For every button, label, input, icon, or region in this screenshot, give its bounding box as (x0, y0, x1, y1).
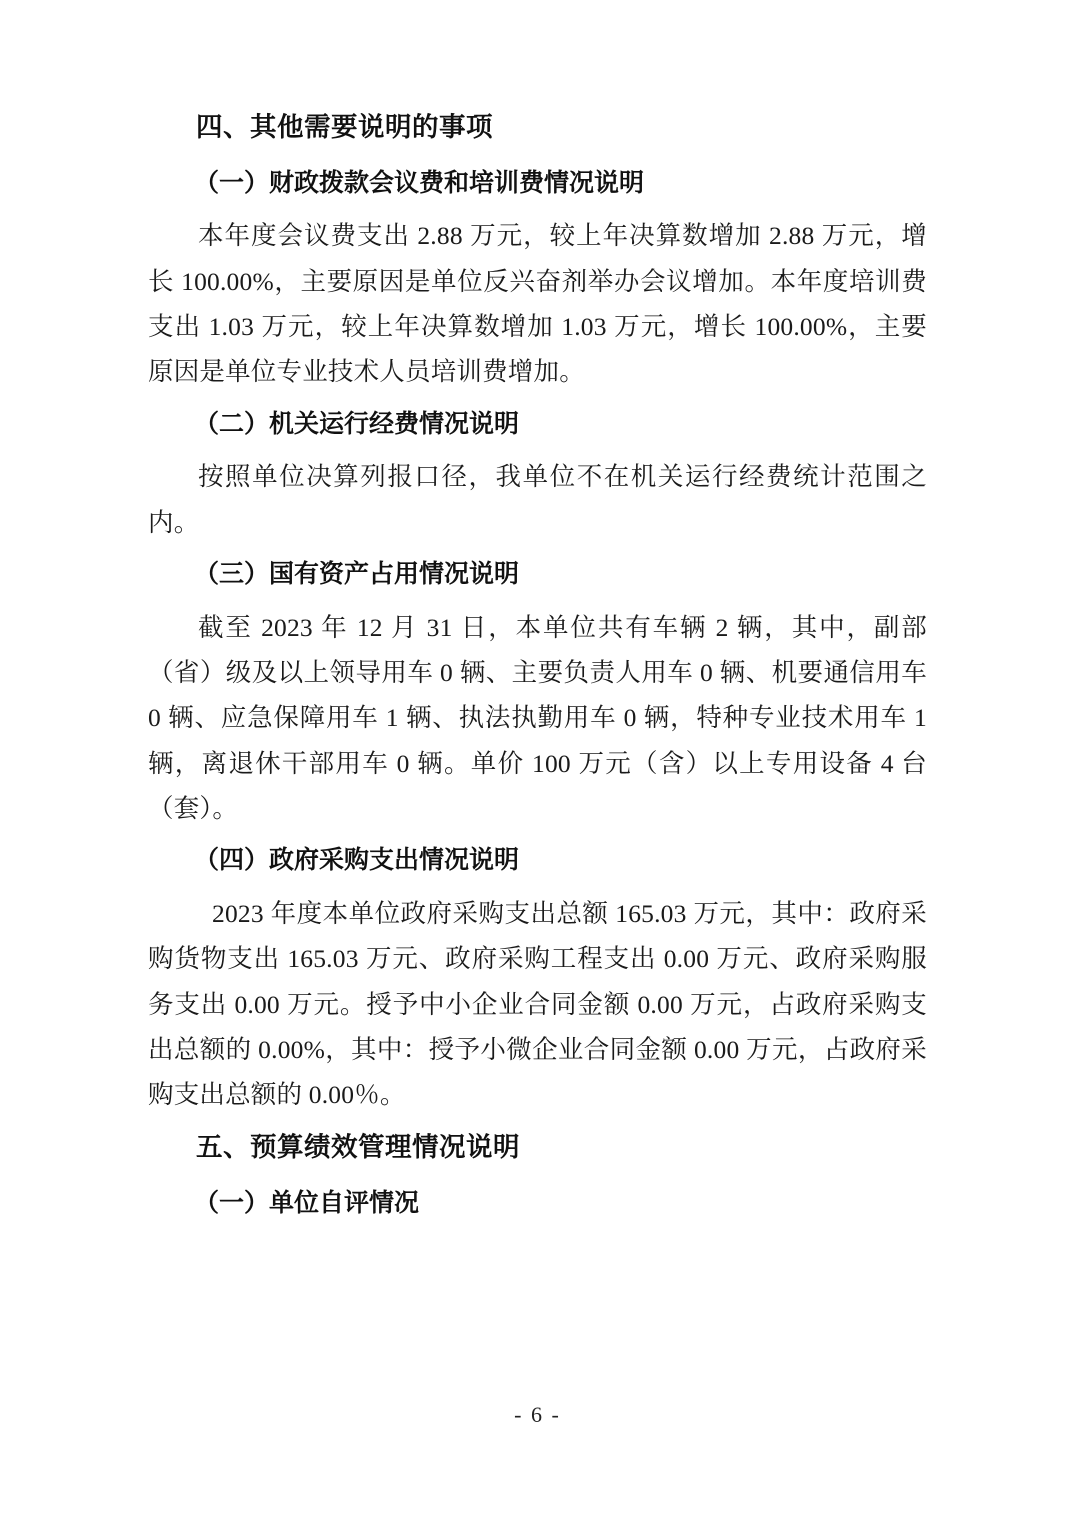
section-four (148, 108, 927, 1118)
page-number: - 6 - (514, 1402, 561, 1427)
section-heading-five: 五、预算绩效管理情况说明 (196, 1131, 520, 1163)
sub-heading-five-one: （一）单位自评情况 (194, 1187, 420, 1217)
paragraph-government-procurement: 2023 年度本单位政府采购支出总额 165.03 万元，其中：政府采购货物支出 165.03 万元、政府采购工程支出 0.00 万元、政府采购服务支出 0.00 万元。授予中小企业合同金额 0.00 万元，占政府采购支出总额的 0.00%，其中：授予小微企业合同金额 0.00 万元，占政府采购支出总额的 0.00％。 (148, 898, 927, 1110)
sub-heading-four: （四）政府采购支出情况说明 (194, 845, 520, 875)
sub-heading-one: （一）财政拨款会议费和培训费情况说明 (194, 167, 645, 197)
paragraph-state-assets: 截至 2023 年 12 月 31 日，本单位共有车辆 2 辆，其中，副部（省）级及以上领导用车 0 辆、主要负责人用车 0 辆、机要通信用车 0 辆、应急保障用车 1 辆、执法执勤用车 0 辆，特种专业技术用车 1 辆，离退休干部用车 0 辆。单价 100 万元（含）以上专用设备 4 台（套）。 (148, 612, 927, 823)
sub-heading-three: （三）国有资产占用情况说明 (194, 559, 520, 588)
section-heading-four: 四、其他需要说明的事项 (196, 112, 493, 143)
document-body (148, 108, 927, 1221)
paragraph-operating-expenses: 按照单位决算列报口径，我单位不在机关运行经费统计范围之内。 (148, 462, 927, 537)
section-five (148, 1128, 927, 1221)
paragraph-meeting-training-fees: 本年度会议费支出 2.88 万元，较上年决算数增加 2.88 万元，增长 100.00%，主要原因是单位反兴奋剂举办会议增加。本年度培训费支出 1.03 万元，较上年决算数增加 1.03 万元，增长 100.00%，主要原因是单位专业技术人员培训费增加。 (148, 221, 927, 387)
sub-heading-two: （二）机关运行经费情况说明 (194, 408, 520, 438)
